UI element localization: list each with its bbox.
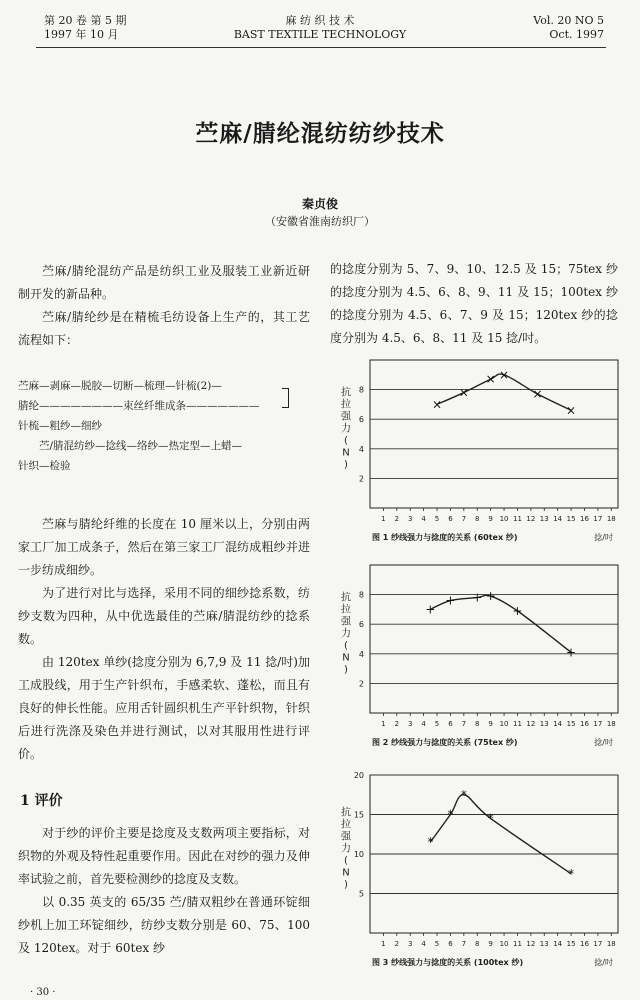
y-tick-label: 2 — [358, 679, 364, 689]
x-tick-label: 16 — [580, 720, 589, 728]
journal-name-cn: 麻 纺 织 技 术 — [285, 14, 355, 27]
y-axis-label: 抗拉强力( N ) — [341, 592, 351, 676]
x-tick-label: 6 — [448, 720, 453, 728]
x-tick-label: 6 — [448, 515, 453, 523]
y-tick-label: 8 — [358, 590, 364, 600]
data-point: + — [566, 645, 577, 660]
x-tick-label: 10 — [499, 720, 509, 728]
journal-volume: 第 20 卷 第 5 期 — [44, 14, 127, 27]
x-tick-label: 8 — [475, 720, 480, 728]
data-point: * — [460, 787, 467, 802]
figure-3 — [328, 765, 628, 985]
data-point: + — [425, 602, 436, 617]
x-tick-label: 12 — [526, 720, 536, 728]
data-point: × — [532, 387, 543, 402]
y-tick-label: 4 — [358, 444, 364, 454]
journal-date-en: Oct. 1997 — [549, 28, 604, 41]
x-tick-label: 4 — [421, 515, 426, 523]
figure-caption: 图 2 纱线强力与捻度的关系 (75tex 纱) — [372, 738, 518, 747]
right-text-block — [330, 258, 618, 350]
process-flow — [18, 376, 310, 476]
paragraph: 的捻度分别为 5、7、9、10、12.5 及 15；75tex 纱的捻度分别为 4.5、6、8、9、11 及 15；100tex 纱的捻度分别为 4.5、6、7、9 及 15；120tex 纱的捻度分别为 4.5、6、8、11 及 15 捻/吋。 — [330, 262, 618, 345]
y-tick-label: 8 — [358, 385, 364, 395]
x-tick-label: 7 — [461, 940, 467, 948]
x-tick-label: 5 — [434, 940, 440, 948]
x-axis-label: 捻/吋 — [594, 958, 613, 967]
x-tick-label: 16 — [580, 940, 589, 948]
x-tick-label: 4 — [421, 940, 426, 948]
paragraph: 由 120tex 单纱(捻度分别为 6,7,9 及 11 捻/吋)加工成股线，用于生产针织布，手感柔软、蓬松，而且有良好的伸长性能。应用舌针圆织机生产平针织物，针织后进行洗涤及染色并进行测试，以对其服用性进行评价。 — [18, 655, 310, 761]
figure-caption: 图 1 纱线强力与捻度的关系 (60tex 纱) — [372, 533, 518, 542]
journal-volume-en — [533, 14, 604, 42]
x-tick-label: 7 — [461, 720, 467, 728]
x-tick-label: 16 — [580, 515, 589, 523]
x-tick-label: 13 — [539, 515, 549, 523]
x-tick-label: 2 — [394, 720, 400, 728]
x-tick-label: 14 — [553, 940, 563, 948]
data-point: × — [485, 372, 496, 387]
author: 秦贞俊 — [301, 197, 338, 211]
x-tick-label: 15 — [566, 515, 576, 523]
evaluation-block — [18, 822, 310, 960]
y-tick-label: 20 — [353, 771, 364, 780]
header-rule — [36, 47, 606, 48]
x-tick-label: 15 — [566, 940, 576, 948]
y-axis-label: 抗拉强力( N ) — [341, 807, 351, 891]
data-point: * — [447, 807, 454, 822]
paragraph: 以 0.35 英支的 65/35 苎/腈双粗纱在普通环锭细纱机上加工环锭细纱，纺纱支数分别是 60、75、100 及 120tex。对于 60tex 纱 — [18, 895, 310, 955]
y-axis-label: 抗拉强力( N ) — [341, 387, 351, 471]
data-point: × — [499, 367, 510, 382]
flow-bracket — [282, 388, 289, 408]
x-tick-label: 12 — [526, 515, 536, 523]
x-tick-label: 11 — [512, 515, 522, 523]
data-point: + — [472, 590, 483, 605]
data-point: × — [566, 403, 577, 418]
y-tick-label: 6 — [358, 620, 364, 630]
x-tick-label: 12 — [526, 940, 536, 948]
plot-frame — [370, 565, 618, 713]
data-point: + — [485, 589, 496, 604]
x-tick-label: 6 — [448, 940, 453, 948]
intro-block — [18, 260, 310, 352]
data-point: * — [568, 866, 575, 881]
body-block — [18, 513, 310, 766]
y-tick-label: 2 — [358, 474, 364, 484]
x-tick-label: 10 — [499, 515, 509, 523]
x-tick-label: 9 — [488, 720, 493, 728]
journal-name-en: BAST TEXTILE TECHNOLOGY — [233, 28, 407, 41]
page-number: · 30 · — [30, 987, 56, 998]
x-tick-label: 3 — [407, 940, 413, 948]
figure-2 — [328, 555, 628, 765]
data-point: + — [512, 603, 523, 618]
flow-line: 苎麻—剥麻—脱胶—切断—梳理—针梳(2)— — [18, 380, 222, 392]
y-tick-label: 4 — [358, 649, 364, 659]
x-tick-label: 1 — [381, 940, 386, 948]
x-tick-label: 1 — [381, 515, 386, 523]
x-tick-label: 11 — [512, 940, 522, 948]
figure-caption: 图 3 纱线强力与捻度的关系 (100tex 纱) — [372, 958, 524, 967]
x-tick-label: 3 — [407, 720, 413, 728]
x-tick-label: 3 — [407, 515, 413, 523]
paragraph: 苎麻/腈纶纱是在精梳毛纺设备上生产的，其工艺流程如下： — [18, 310, 310, 347]
paragraph: 苎麻与腈纶纤维的长度在 10 厘米以上，分别由两家工厂加工成条子，然后在第三家工厂混纺成粗纱并进一步纺成细纱。 — [18, 517, 310, 577]
x-tick-label: 9 — [488, 515, 493, 523]
x-tick-label: 14 — [553, 515, 563, 523]
x-tick-label: 2 — [394, 940, 400, 948]
section-heading: 1 评价 — [20, 793, 63, 809]
x-tick-label: 14 — [553, 720, 563, 728]
x-tick-label: 1 — [381, 720, 386, 728]
x-tick-label: 17 — [593, 720, 603, 728]
x-tick-label: 11 — [512, 720, 522, 728]
data-point: + — [445, 593, 456, 608]
data-point: * — [427, 835, 434, 850]
journal-volume-no: Vol. 20 NO 5 — [533, 14, 604, 27]
x-axis-label: 捻/吋 — [594, 533, 613, 542]
x-tick-label: 8 — [475, 515, 480, 523]
x-tick-label: 10 — [499, 940, 509, 948]
y-tick-label: 10 — [353, 850, 364, 859]
data-point: × — [458, 385, 469, 400]
x-tick-label: 7 — [461, 515, 467, 523]
flow-line: 苎/腈混纺纱—捻线—络纱—热定型—上蜡— — [39, 440, 243, 452]
journal-name — [220, 14, 420, 42]
y-tick-label: 6 — [358, 415, 364, 425]
x-tick-label: 15 — [566, 720, 576, 728]
journal-issue — [44, 14, 126, 42]
affiliation: （安徽省淮南纺织厂） — [265, 215, 375, 228]
y-tick-label: 5 — [358, 889, 364, 899]
x-tick-label: 5 — [434, 515, 440, 523]
x-tick-label: 9 — [488, 940, 493, 948]
x-tick-label: 13 — [539, 720, 549, 728]
x-tick-label: 2 — [394, 515, 400, 523]
flow-line: 腈纶————————束丝纤维成条——————— — [18, 400, 260, 412]
x-tick-label: 18 — [606, 515, 616, 523]
x-tick-label: 5 — [434, 720, 440, 728]
x-tick-label: 17 — [593, 940, 603, 948]
paragraph: 为了进行对比与选择，采用不同的细纱捻系数，纺纱支数为四种，从中优选最佳的苎麻/腈混纺纱的捻系数。 — [18, 586, 310, 646]
flow-line: 针织—检验 — [18, 460, 71, 472]
x-tick-label: 13 — [539, 940, 549, 948]
x-tick-label: 18 — [606, 720, 616, 728]
x-tick-label: 4 — [421, 720, 426, 728]
paragraph: 苎麻/腈纶混纺产品是纺织工业及服装工业新近研制开发的新品种。 — [18, 264, 310, 301]
journal-date: 1997 年 10 月 — [44, 28, 119, 41]
figure-1 — [328, 350, 628, 560]
article-title: 苎麻/腈纶混纺纺纱技术 — [195, 121, 445, 147]
x-axis-label: 捻/吋 — [594, 738, 613, 747]
x-tick-label: 8 — [475, 940, 480, 948]
data-point: × — [431, 397, 443, 412]
paragraph: 对于纱的评价主要是捻度及支数两项主要指标，对织物的外观及特性起重要作用。因此在对纱的强力及伸率试验之前，首先要检测纱的捻度及支数。 — [18, 826, 310, 886]
y-tick-label: 15 — [353, 810, 364, 820]
x-tick-label: 18 — [606, 940, 616, 948]
x-tick-label: 17 — [593, 515, 603, 523]
data-point: * — [487, 811, 494, 826]
flow-line: 针梳—粗纱—细纱 — [18, 420, 102, 432]
